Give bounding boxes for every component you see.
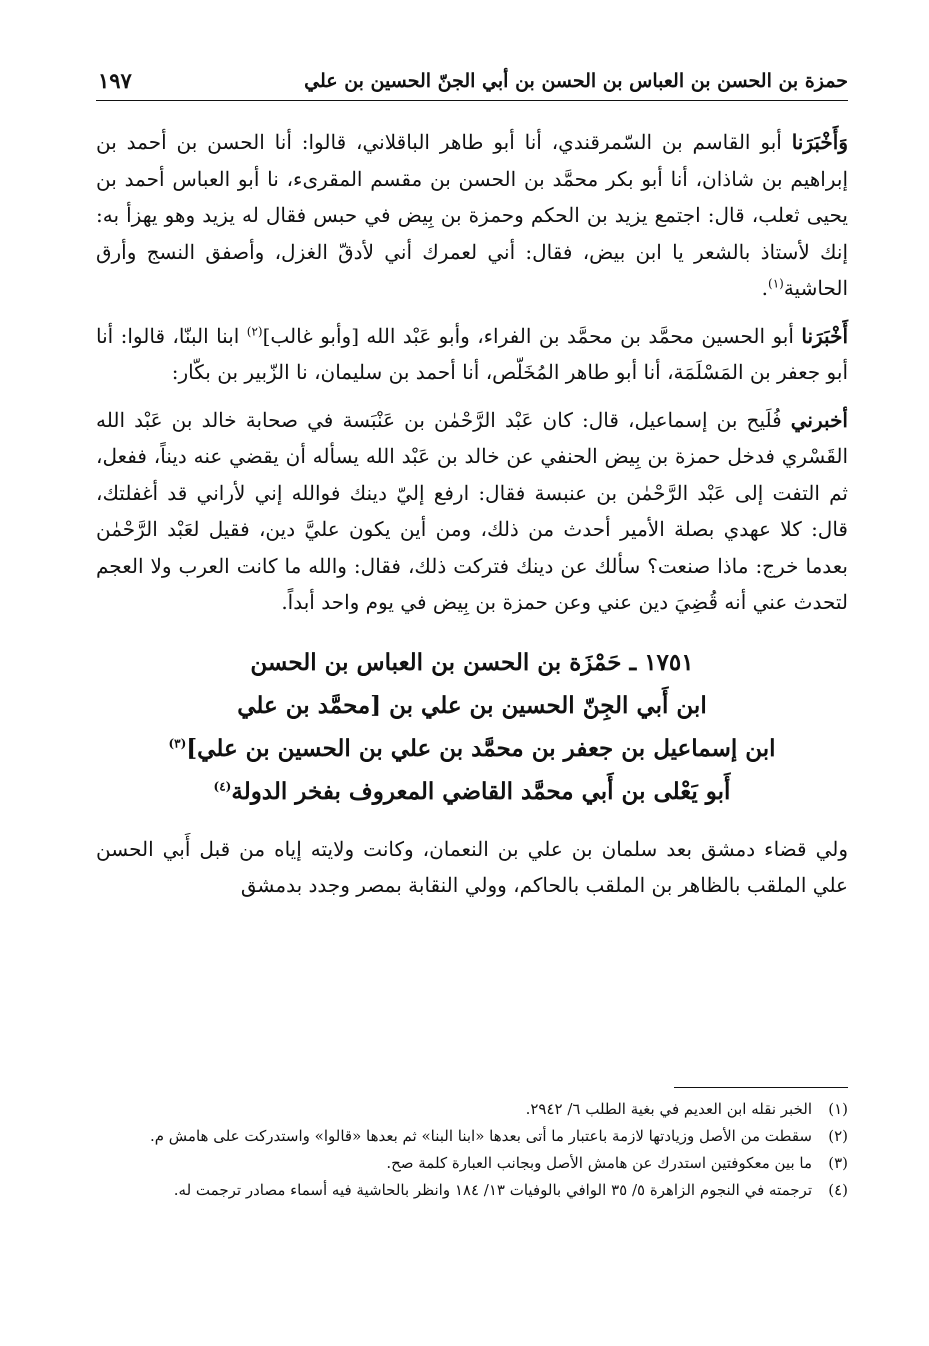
paragraph-2-lead: أَخْبَرَنا [801, 323, 848, 348]
footnote-number: (١) [828, 1100, 848, 1118]
main-text [96, 124, 848, 904]
entry-heading-line-2: ابن أَبي الجِنّ الحسين بن علي بن [محمَّد بن علي [237, 691, 707, 719]
entry-heading-line-3-text: ابن إسماعيل بن جعفر بن محمَّد بن علي بن الحسين بن علي] [186, 734, 776, 762]
footnote-ref-3: (٣) [168, 735, 187, 750]
footnote-text: ترجمته في النجوم الزاهرة ٥/ ٣٥ الوافي بالوفيات ١٣/ ١٨٤ وانظر بالحاشية فيه أسماء مصادر ترجمت له. [173, 1181, 812, 1199]
footnote-separator [674, 1087, 848, 1088]
paragraph-1-lead: وَأَخْبَرَنا [791, 130, 848, 154]
paragraph-1-text: أبو القاسم بن السّمرقندي، أنا أبو طاهر الباقلاني، قالوا: أنا الحسن بن أحمد بن إبراهيم بن شاذان، أنا أبو بكر محمَّد بن الحسن بن مقسم المقرىء، نا أبو العباس أحمد بن يحيى ثعلب، قال: اجتمع يزيد بن الحكم وحمزة بن بِيض في حبس فقال له يزيد وهو يهزأ به: إنك لأستاذ بالشعر يا ابن بيض، فقال: أني لعمرك أني لأدقّ الغزل، وأصفق النسج وأرق الحاشية [96, 130, 848, 300]
footnote-2 [96, 1123, 848, 1150]
paragraph-1-end: . [761, 276, 768, 300]
paragraph-2-text-a: أبو الحسين محمَّد بن محمَّد بن الفراء، وأبو عَبْد الله [وأبو غالب] [262, 323, 802, 348]
entry-heading-line-4-text: أَبو يَعْلى بن أَبي محمَّد القاضي المعروف بفخر الدولة [231, 777, 731, 805]
footnote-text: سقطت من الأصل وزيادتها لازمة باعتبار ما أتى بعدها «ابنا البنا» ثم بعدها «قالوا» واستدركت على هامش م. [149, 1127, 812, 1145]
footnote-3 [96, 1150, 848, 1177]
footnote-text: ما بين معكوفتين استدرك عن هامش الأصل وبجانب العبارة كلمة صح. [386, 1154, 812, 1172]
footnote-text: الخبر نقله ابن العديم في بغية الطلب ٦/ ٢٩٤٢. [525, 1100, 812, 1118]
book-page [96, 0, 848, 1346]
running-header [96, 66, 848, 101]
footnote-number: (٤) [828, 1181, 848, 1199]
paragraph-3 [96, 402, 848, 621]
footnote-1 [96, 1096, 848, 1123]
paragraph-3-lead: أخبرني [790, 407, 848, 432]
entry-heading-line-3 [96, 727, 848, 770]
paragraph-1 [96, 124, 848, 307]
running-title: حمزة بن الحسن بن العباس بن الحسن بن أبي الجنّ الحسين بن علي [304, 70, 848, 92]
footnote-number: (٣) [828, 1154, 848, 1172]
footnote-4 [96, 1177, 848, 1204]
paragraph-4: ولي قضاء دمشق بعد سلمان بن علي بن النعمان، وكانت ولايته إياه من قبل أَبي الحسن علي الملقب بالظاهر بن الملقب بالحاكم، وولي النقابة بمصر وجدد بدمشق [96, 836, 848, 897]
footnote-ref-2: (٢) [246, 323, 263, 338]
paragraph-3-text: فُلَيح بن إسماعيل، قال: كان عَبْد الرَّحْمٰن بن عَنْبَسة في صحابة خالد بن عَبْد الله القَسْري فدخل حمزة بن بِيض الحنفي عن خالد بن عَبْد الله يسأله أن يقضي عنه ديناً، ففعل، ثم التفت إلى عَبْد الرَّحْمٰن بن عنبسة فقال: ارفع إليّ دينك فوالله إني لأراني قد أغفلتك، قال: كلا عهدي بصلة الأمير أحدث من ذلك، ومن أين يكون عليَّ دين، فقيل لعَبْد الرَّحْمٰن بعدما خرج: ماذا صنعت؟ سألك عن دينك فتركت ذلك، فقال: والله ما كانت العرب ولا العجم لتحدث عني أنه قُضِيَ دين عني وعن حمزة بن بِيض في يوم واحد أبداً. [96, 407, 848, 614]
entry-heading-line-1: ١٧٥١ ـ حَمْزَة بن الحسن بن العباس بن الحسن [250, 648, 694, 676]
footnote-number: (٢) [828, 1127, 848, 1145]
entry-heading-line-4 [96, 770, 848, 813]
entry-heading [96, 641, 848, 813]
footnotes [96, 1096, 848, 1204]
footnote-ref-4: (٤) [213, 778, 232, 793]
footnote-ref-1: (١) [768, 276, 784, 291]
paragraph-2 [96, 318, 848, 391]
paragraph-2-text-b: ابنا البنّا، قالوا: أنا أبو جعفر بن المَسْلَمَة، أنا أبو طاهر المُخَلّص، أنا أحمد بن سليمان، نا الزّبير بن بكّار: [96, 323, 848, 384]
page-number: ١٩٧ [98, 68, 132, 93]
